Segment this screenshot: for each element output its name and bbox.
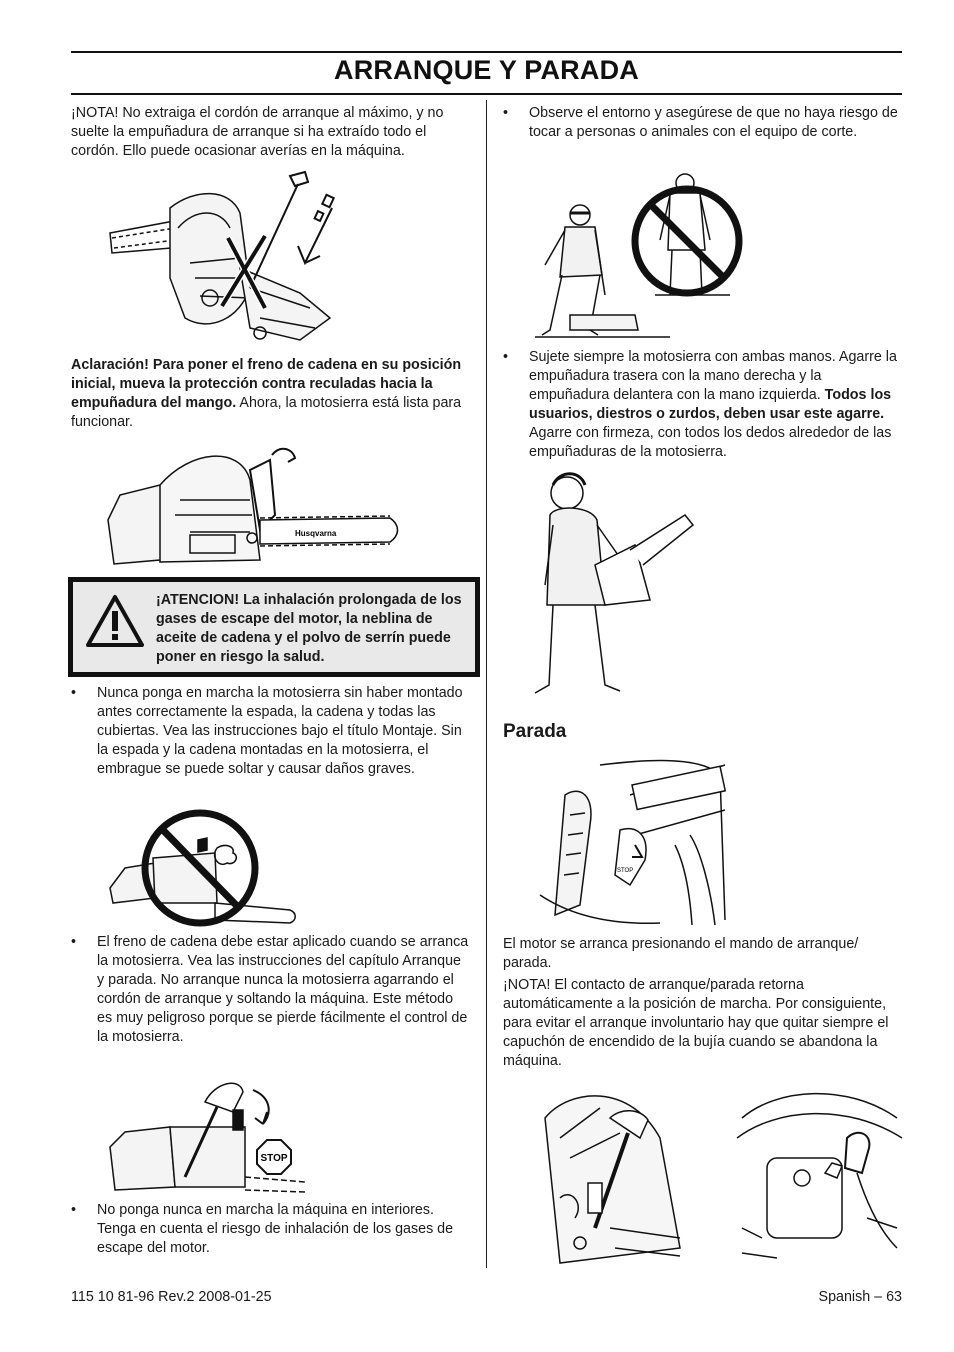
column-divider: [486, 100, 487, 1268]
starter-cord-illustration: [100, 168, 350, 348]
bullet-two-hands: [503, 348, 903, 466]
bullet-text: Nunca ponga en marcha la motosierra sin haber montado antes correctamente la espada, la cadena y todas las cubiertas. Vea las instrucciones bajo el título Montaje. Sin la espada y la cadena montadas en la motosierra, el embrague se puede soltar y causar daños graves.: [97, 685, 463, 777]
clarification-bold: Aclaración! Para poner el freno de cadena en su posición inicial, mueva la protección contra reculadas hacia la empuñadura del mango.: [71, 357, 462, 411]
bullet-check-surroundings: [503, 104, 903, 164]
bullet-no-start-without-bar: [71, 684, 471, 799]
warning-triangle-icon: [85, 594, 145, 648]
warning-text: ¡ATENCION! La inhalación prolongada de los gases de escape del motor, la neblina de aceite de cadena y el polvo de serrín puede poner en riesgo la salud.: [156, 592, 462, 665]
two-hand-grip-illustration: [535, 465, 695, 700]
stop-switch-label: STOP: [617, 868, 634, 874]
bullet-text: El freno de cadena debe estar aplicado cuando se arranca la motosierra. Vea las instrucciones del capítulo Arranque y parada. No arranque nunca la motosierra agarrando el cordón de arranque y soltando la máquina. Este método es muy peligroso porque se pierde fácilmente el control de la motosierra.: [97, 934, 469, 1045]
warning-inner: [73, 582, 475, 672]
footer-page-number: Spanish – 63: [818, 1289, 902, 1305]
bullet-dot: •: [71, 685, 77, 701]
chain-brake-illustration: [100, 440, 400, 570]
two-hands-text-bold: Todos los usuarios, diestros o zurdos, deben usar este agarre.: [529, 387, 892, 422]
header-rule-top: [71, 51, 902, 53]
bullet-dot: •: [503, 105, 509, 121]
footer-doc-id: 115 10 81-96 Rev.2 2008-01-25: [71, 1289, 272, 1305]
bullet-text: [529, 348, 903, 462]
bystander-prohibition-illustration: [530, 165, 750, 345]
note-starter-cord: ¡NOTA! No extraiga el cordón de arranque al máximo, y no suelte la empuñadura de arranque si ha extraído todo el cordón. Ello puede ocasionar averías en la máquina.: [71, 105, 444, 159]
two-hands-text-b: Agarre con firmeza, con todos los dedos alrededor de las empuñaduras de la motosierra.: [529, 425, 892, 460]
spark-plug-cap-illustration-left: [540, 1078, 690, 1268]
page-title: ARRANQUE Y PARADA: [334, 55, 639, 85]
stop-switch-illustration: [540, 755, 730, 930]
bullet-chain-brake-engaged: [71, 933, 471, 1068]
warning-box: [68, 577, 480, 677]
stop-paragraph-2: ¡NOTA! El contacto de arranque/parada retorna automáticamente a la posición de marcha. Por consiguiente, para evitar el arranque involuntario hay que quitar siempre el capuchón de encendido de la bujía cuando se abandona la máquina.: [503, 977, 889, 1069]
bullet-dot: •: [71, 1202, 77, 1218]
bullet-dot: •: [503, 349, 509, 365]
bullet-text: Observe el entorno y asegúrese de que no haya riesgo de tocar a personas o animales con el equipo de corte.: [529, 105, 898, 140]
stop-paragraph-1: El motor se arranca presionando el mando de arranque/ parada.: [503, 936, 859, 971]
clarification-rest: Ahora, la motosierra está lista para funcionar.: [71, 395, 462, 430]
husqvarna-label: Husqvarna: [295, 529, 337, 538]
drop-start-stop-illustration: [105, 1072, 305, 1197]
spark-plug-cap-illustration-right: [737, 1078, 902, 1268]
bullet-text: No ponga nunca en marcha la máquina en interiores. Tenga en cuenta el riesgo de inhalación de los gases de escape del motor.: [97, 1202, 454, 1256]
chain-brake-clarification: [71, 356, 471, 432]
section-subhead-parada: Parada: [503, 721, 567, 742]
header-rule-bottom: [71, 93, 902, 95]
two-hands-text-a: Sujete siempre la motosierra con ambas manos. Agarre la empuñadura trasera con la mano derecha y la empuñadura delantera con la mano izquierda.: [529, 349, 897, 403]
bullet-no-indoors: [71, 1201, 471, 1261]
stop-sign-label: STOP: [260, 1153, 288, 1164]
bullet-dot: •: [71, 934, 77, 950]
no-bar-prohibition-illustration: [105, 808, 305, 928]
